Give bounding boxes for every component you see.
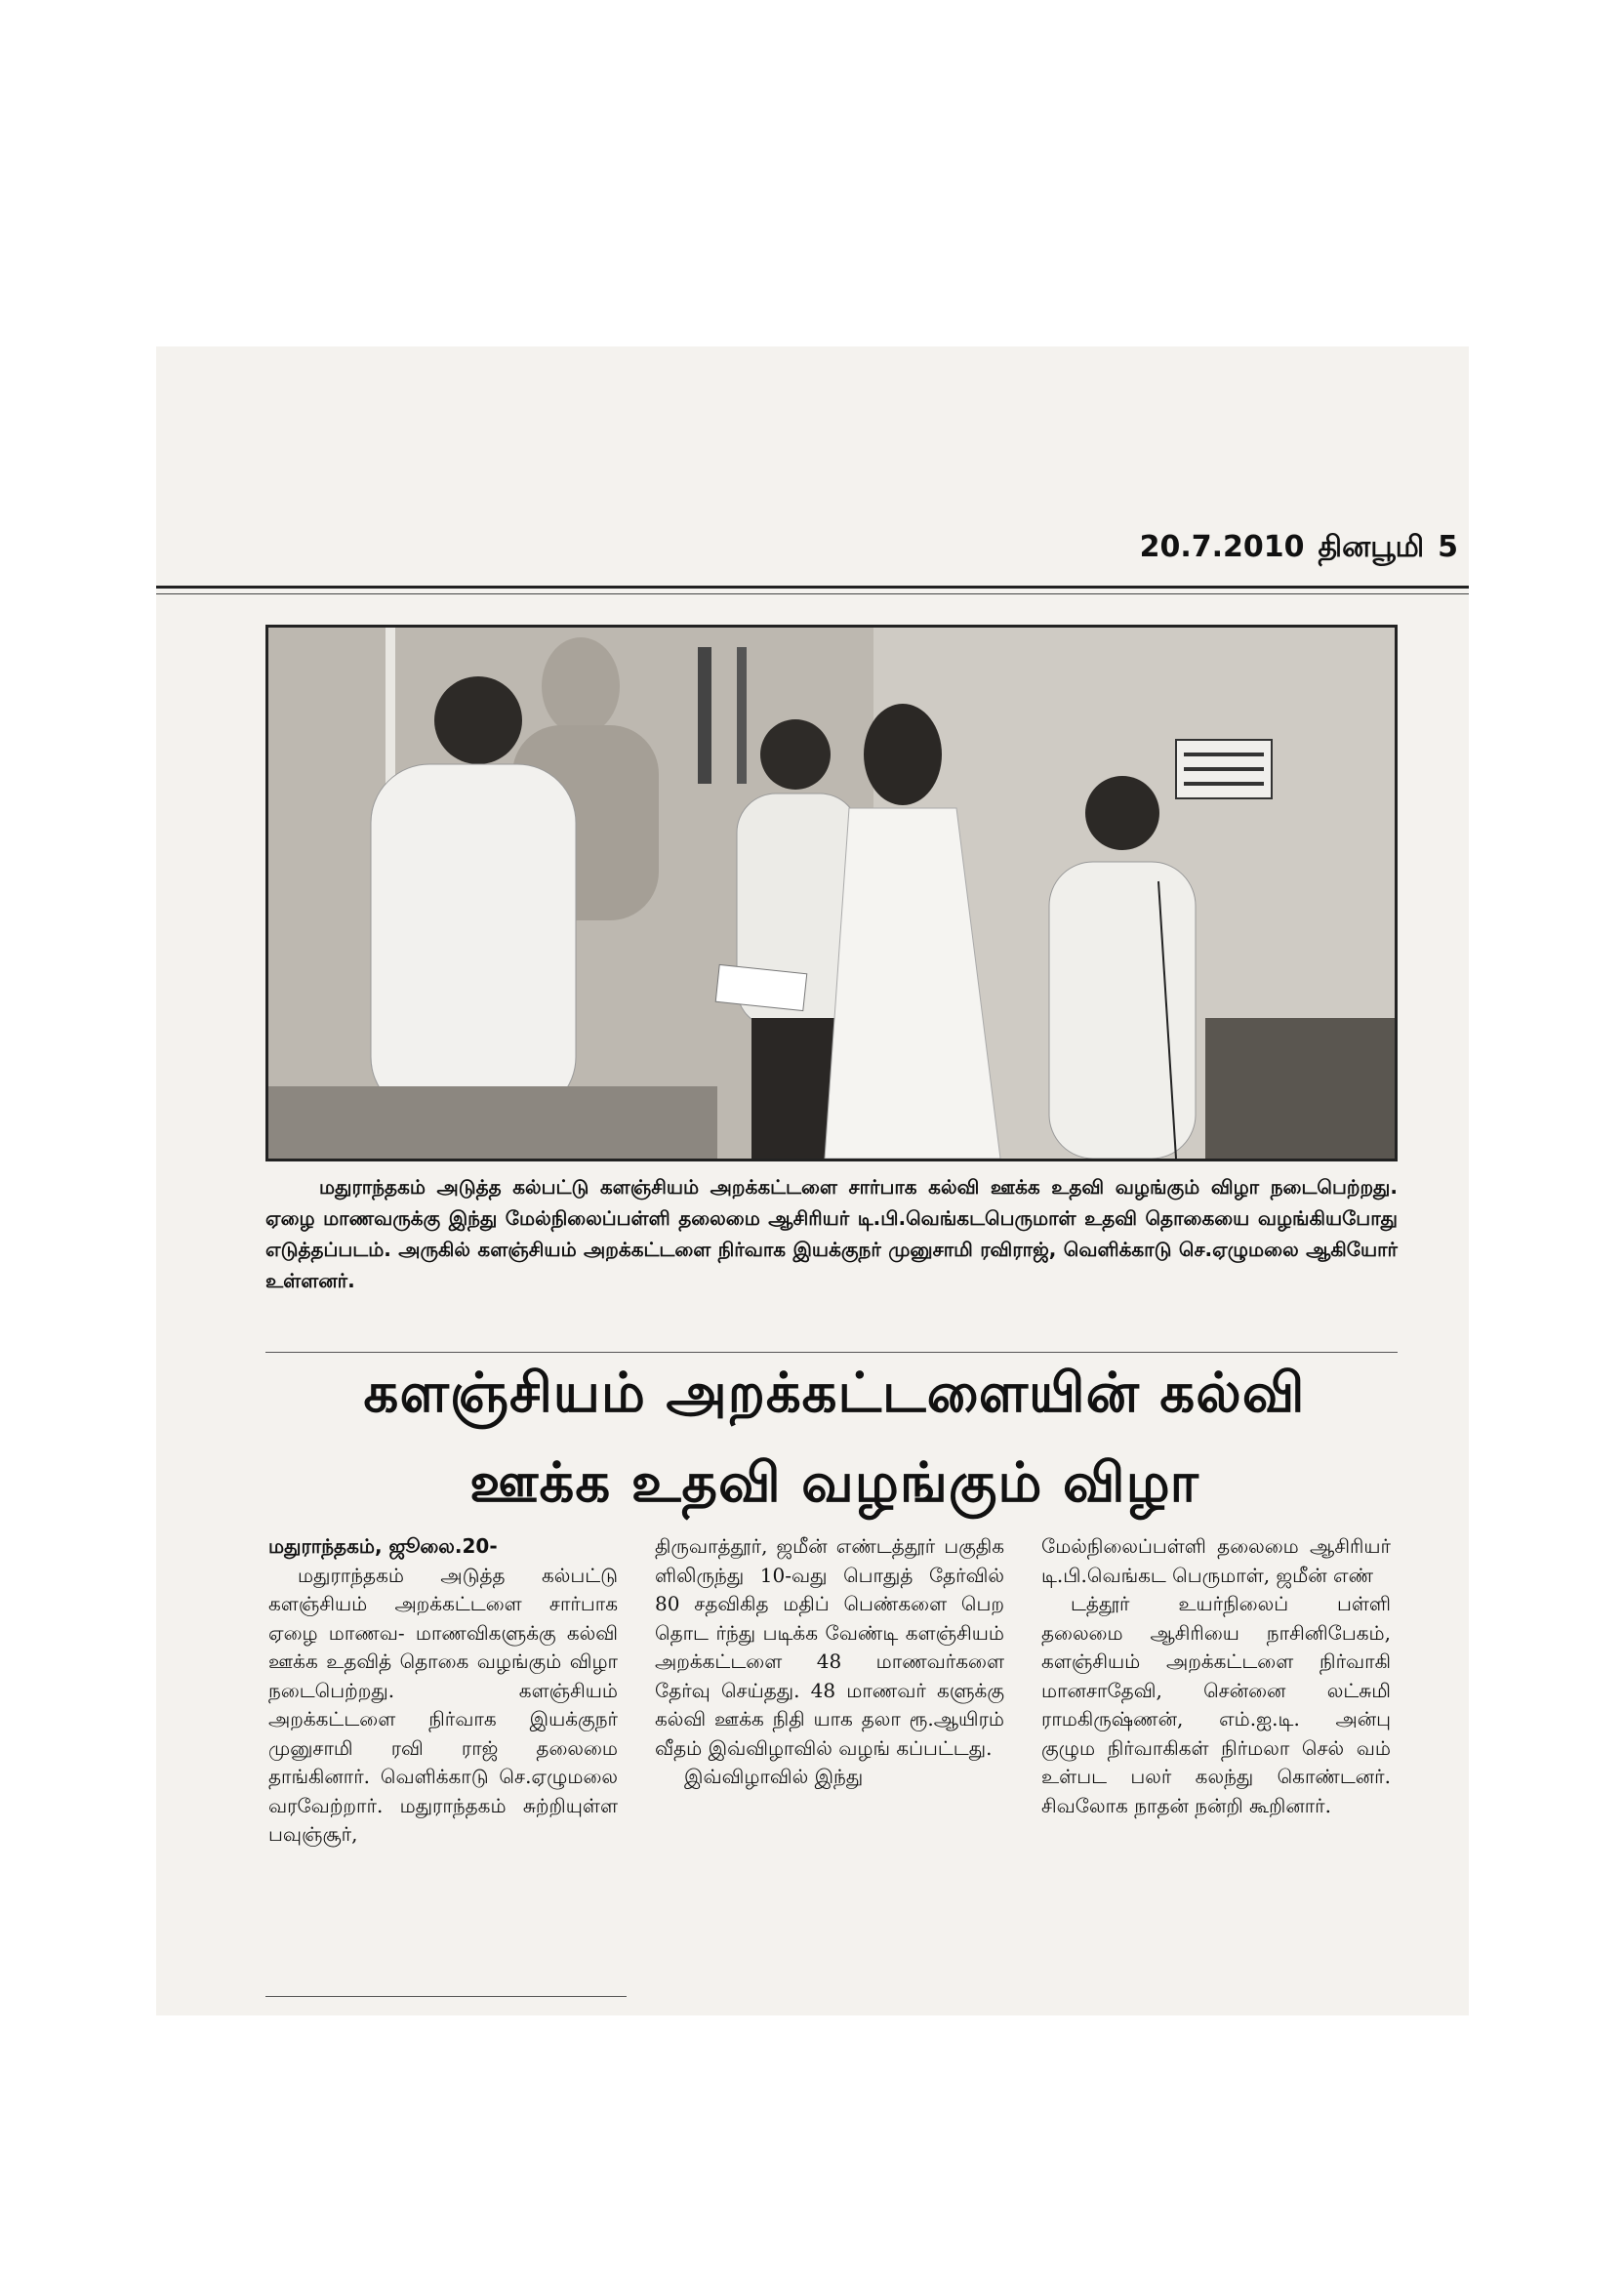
article-paragraph: மேல்நிலைப்பள்ளி தலைமை ஆசிரியர் டி.பி.வெங்கட பெருமாள், ஜமீன் எண் xyxy=(1041,1534,1391,1587)
news-photo xyxy=(265,625,1398,1161)
header-rule-thin xyxy=(156,593,1469,594)
photo-people-icon xyxy=(268,628,1395,1159)
page-header xyxy=(1140,530,1458,568)
article-paragraph: மதுராந்தகம் அடுத்த கல்பட்டு களஞ்சியம் அறக்கட்டளை சார்பாக ஏழை மாணவ- மாணவிகளுக்கு கல்வி ஊக்க உதவித் தொகை வழங்கும் விழா நடைபெற்றது. களஞ்சியம் அறக்கட்டளை நிர்வாக இயக்குநர் முனுசாமி ரவி ராஜ் தலைமை தாங்கினார். வெளிக்காடு செ.ஏழுமலை வரவேற்றார். மதுராந்தகம் சுற்றியுள்ள பவுஞ்சூர், xyxy=(268,1563,618,1846)
article-column-1 xyxy=(268,1532,618,1850)
article-column-2 xyxy=(655,1532,1004,1850)
article-dateline: மதுராந்தகம், ஜூலை.20- xyxy=(268,1534,498,1558)
page-number: 5 xyxy=(1438,530,1458,564)
bottom-divider xyxy=(265,1996,627,1997)
article-body xyxy=(268,1532,1391,1850)
article-paragraph: திருவாத்தூர், ஜமீன் எண்டத்தூர் பகுதிக ளிலிருந்து 10-வது பொதுத் தேர்வில் 80 சதவிகித மதிப் பெண்களை பெற தொட ர்ந்து படிக்க வேண்டி களஞ்சியம் அறக்கட்டளை 48 மாணவர்களை தேர்வு செய்தது. 48 மாணவர் களுக்கு கல்வி ஊக்க நிதி யாக தலா ரூ.ஆயிரம் வீதம் இவ்விழாவில் வழங் கப்பட்டது. xyxy=(655,1534,1004,1760)
headline-line-2: ஊக்க உதவி வழங்கும் விழா xyxy=(469,1451,1199,1515)
article-paragraph: டத்தூர் உயர்நிலைப் பள்ளி தலைமை ஆசிரியை நாசினிபேகம், களஞ்சியம் அறக்கட்டளை நிர்வாகி மானசாதேவி, சென்னை லட்சுமி ராமகிருஷ்ணன், எம்.ஐ.டி. அன்பு குழும நிர்வாகிகள் நிர்மலா செல் வம் உள்பட பலர் கலந்து கொண்டனர். சிவலோக நாதன் நன்றி கூறினார். xyxy=(1041,1592,1391,1817)
newspaper-name: தினபூமி xyxy=(1318,530,1425,564)
article-paragraph: இவ்விழாவில் இந்து xyxy=(684,1765,864,1788)
article-column-3 xyxy=(1041,1532,1391,1850)
caption-divider xyxy=(265,1352,1398,1353)
header-rule xyxy=(156,586,1469,589)
headline-line-1: களஞ்சியம் அறக்கட்டளையின் கல்வி xyxy=(363,1362,1306,1425)
photo-caption: மதுராந்தகம் அடுத்த கல்பட்டு களஞ்சியம் அறக்கட்டளை சார்பாக கல்வி ஊக்க உதவி வழங்கும் விழா நடைபெற்றது. ஏழை மாணவருக்கு இந்து மேல்நிலைப்பள்ளி தலைமை ஆசிரியர் டி.பி.வெங்கடபெருமாள் உதவி தொகையை வழங்கியபோது எடுத்தப்படம். அருகில் களஞ்சியம் அறக்கட்டளை நிர்வாக இயக்குநர் முனுசாமி ரவிராஜ், வெளிக்காடு செ.ஏழுமலை ஆகியோர் உள்ளனர். xyxy=(265,1175,1398,1292)
publication-date: 20.7.2010 xyxy=(1139,530,1305,564)
